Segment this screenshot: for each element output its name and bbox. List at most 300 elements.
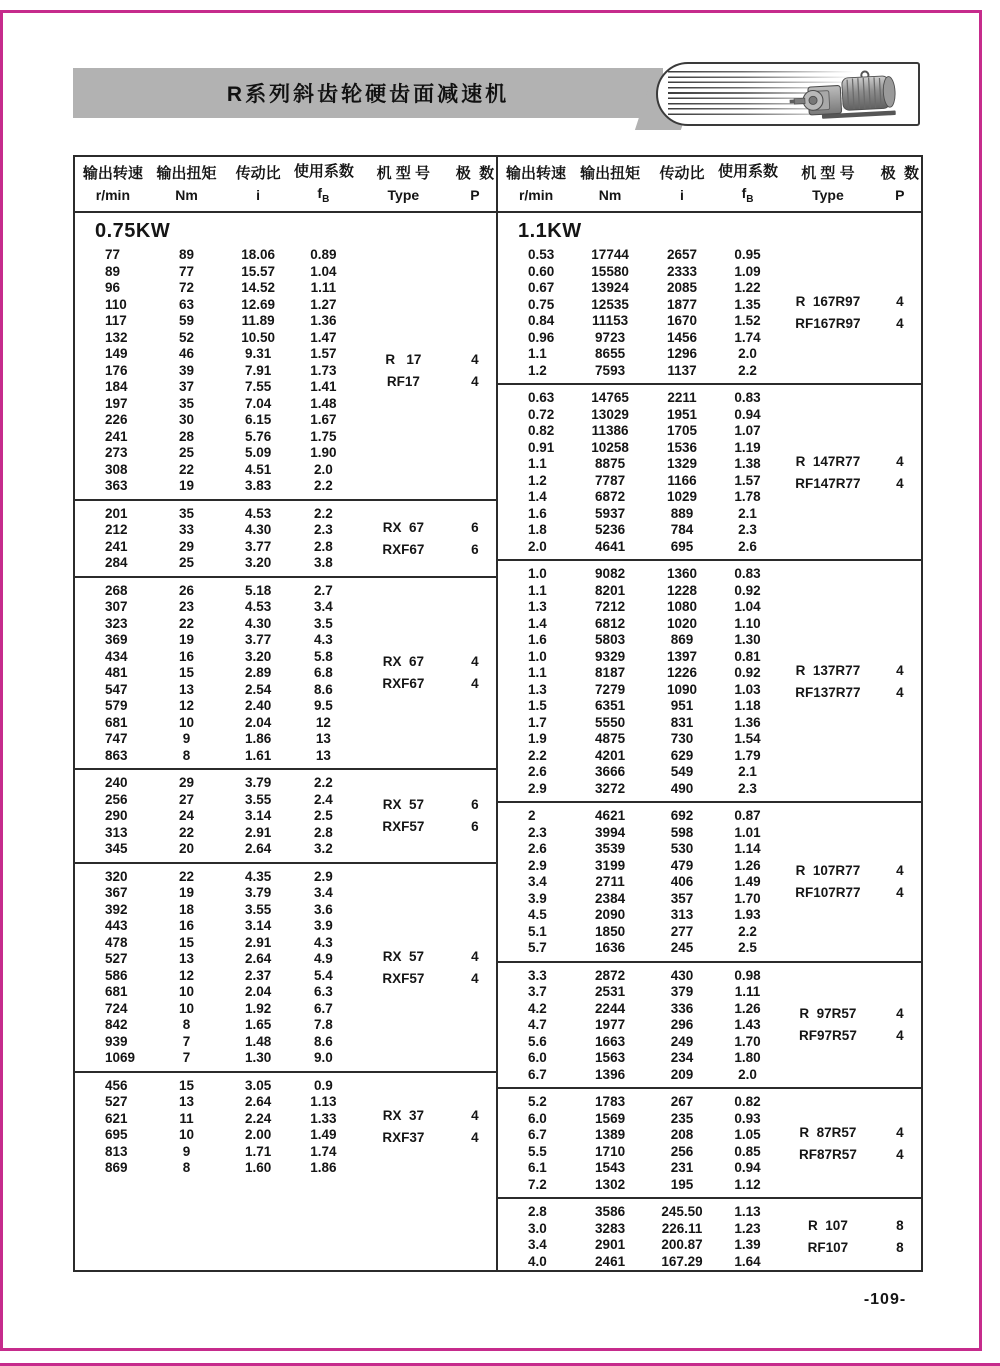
cell-fb: 5.8 (313, 648, 333, 664)
cell-torque: 1569 (595, 1110, 626, 1126)
model-type-block (353, 1105, 496, 1149)
cell-fb: 2.2 (313, 775, 333, 790)
cell-speed: 0.82 (528, 423, 555, 438)
table-row (75, 1050, 496, 1067)
cell-torque: 16 (179, 648, 195, 664)
cell-torque: 1783 (595, 1094, 626, 1109)
model-type-line (353, 651, 496, 673)
table-row (75, 869, 496, 886)
cell-fb: 2.1 (738, 505, 757, 521)
group-rows (75, 506, 496, 572)
cell-ratio: 2.24 (244, 1110, 272, 1126)
cell-torque: 13924 (591, 280, 629, 295)
cell-fb: 1.14 (734, 841, 761, 856)
pole-count: 4 (896, 885, 904, 901)
cell-ratio: 10.50 (241, 329, 275, 345)
header-cn-label: 机 型 号 (376, 164, 431, 182)
cell-torque: 13 (179, 951, 195, 966)
cell-ratio: 1029 (666, 489, 697, 504)
cell-ratio: 7.91 (244, 362, 272, 378)
cell-ratio: 3.77 (244, 538, 272, 554)
cell-speed: 96 (105, 280, 121, 295)
cell-torque: 52 (179, 329, 195, 345)
cell-speed: 0.60 (528, 263, 555, 279)
cell-torque: 26 (179, 582, 195, 598)
cell-ratio: 2.00 (244, 1127, 272, 1142)
table-row (75, 297, 496, 314)
model-type: RF107R77 (795, 885, 861, 901)
cell-torque: 29 (179, 538, 195, 554)
pole-count: 4 (471, 1130, 479, 1145)
cell-torque: 12 (179, 698, 195, 713)
header-cell-2 (222, 163, 294, 205)
cell-torque: 28 (179, 428, 195, 444)
cell-ratio: 3.20 (244, 648, 272, 664)
cell-speed: 6.7 (528, 1066, 547, 1082)
pole-count: 6 (471, 797, 479, 813)
table-row (75, 698, 496, 715)
cell-torque: 7 (182, 1050, 191, 1065)
power-section-label: 1.1KW (518, 220, 582, 242)
cell-ratio: 2211 (667, 390, 697, 405)
group-rows (75, 775, 496, 858)
table-row (498, 247, 921, 264)
cell-speed: 89 (105, 263, 121, 279)
table-row (75, 715, 496, 732)
cell-torque: 13 (179, 681, 195, 697)
table-row (498, 632, 921, 649)
cell-ratio: 1456 (666, 329, 697, 345)
cell-torque: 6351 (595, 698, 626, 713)
cell-ratio: 1.92 (244, 1000, 272, 1016)
cell-torque: 30 (179, 412, 195, 427)
cell-ratio: 1536 (666, 439, 697, 455)
cell-torque: 2901 (595, 1237, 626, 1252)
table-row (498, 748, 921, 765)
table-row (498, 264, 921, 281)
cell-torque: 24 (179, 808, 195, 823)
cell-fb: 2.9 (313, 868, 333, 884)
header-graphic (656, 62, 920, 126)
cell-torque: 19 (179, 885, 195, 900)
header-unit-label: Nm (598, 186, 622, 203)
header-cn-label: 输出扭矩 (580, 164, 641, 182)
cell-ratio: 5.76 (244, 428, 272, 444)
model-type-line (353, 1127, 496, 1149)
cell-ratio: 14.52 (241, 280, 275, 295)
cell-ratio: 245 (670, 940, 694, 955)
header-cell-4 (777, 163, 879, 205)
cell-torque: 37 (179, 379, 195, 394)
cell-ratio: 4.51 (244, 461, 272, 477)
table-row (75, 731, 496, 748)
cell-fb: 1.07 (734, 423, 761, 438)
cell-speed: 2.9 (528, 780, 547, 796)
cell-torque: 9723 (595, 329, 626, 345)
cell-speed: 1.9 (528, 731, 547, 746)
table-row (75, 583, 496, 600)
cell-fb: 1.23 (734, 1220, 761, 1236)
cell-torque: 10 (179, 714, 195, 730)
cell-fb: 1.03 (734, 681, 761, 697)
cell-fb: 1.52 (734, 313, 761, 328)
pole-count: 4 (896, 453, 904, 469)
cell-ratio: 3.14 (244, 918, 272, 933)
model-type-line (777, 1144, 921, 1166)
cell-speed: 2.0 (528, 538, 547, 554)
model-type-block (777, 451, 921, 495)
header-cell-1 (151, 163, 223, 205)
table-row (498, 423, 921, 440)
cell-torque: 1543 (595, 1160, 626, 1175)
cell-speed: 1.0 (528, 566, 547, 581)
cell-ratio: 2333 (666, 263, 697, 279)
pole-count: 4 (896, 1028, 904, 1044)
cell-ratio: 7.55 (244, 379, 272, 394)
cell-ratio: 2.54 (244, 681, 272, 697)
cell-torque: 63 (179, 296, 195, 312)
model-group (75, 768, 496, 862)
cell-speed: 3.4 (528, 1237, 547, 1252)
cell-torque: 13 (179, 1094, 195, 1109)
cell-fb: 1.30 (734, 632, 761, 647)
cell-speed: 2 (528, 808, 536, 823)
model-type: R 17 (385, 351, 422, 367)
cell-ratio: 1.71 (244, 1143, 272, 1159)
table-row (498, 363, 921, 380)
cell-speed: 1.1 (528, 456, 547, 471)
cell-torque: 10 (179, 1000, 195, 1016)
cell-speed: 4.0 (528, 1253, 547, 1269)
model-group (75, 862, 496, 1071)
table-row (498, 1094, 921, 1111)
cell-speed: 7.2 (528, 1176, 547, 1192)
model-group (498, 213, 921, 383)
model-type: RXF57 (382, 819, 425, 835)
table-row (498, 841, 921, 858)
cell-speed: 363 (105, 478, 128, 493)
cell-speed: 1.8 (528, 522, 547, 537)
cell-speed: 284 (105, 555, 128, 570)
cell-torque: 18 (179, 901, 195, 917)
cell-speed: 813 (105, 1143, 128, 1159)
cell-torque: 5236 (595, 522, 626, 537)
header-cell-0 (75, 163, 151, 205)
cell-ratio: 3.83 (244, 478, 272, 493)
cell-fb: 7.8 (313, 1017, 333, 1032)
cell-fb: 1.49 (310, 1127, 337, 1142)
pole-count: 4 (896, 863, 904, 879)
cell-fb: 0.83 (734, 390, 761, 405)
model-type-line (353, 673, 496, 695)
table-row (498, 1050, 921, 1067)
cell-speed: 2.9 (528, 857, 547, 873)
cell-torque: 1302 (595, 1176, 626, 1192)
cell-fb: 0.93 (734, 1110, 761, 1126)
cell-ratio: 1226 (666, 665, 697, 680)
cell-speed: 4.2 (528, 1000, 547, 1016)
cell-fb: 0.9 (313, 1077, 333, 1093)
pole-count: 8 (896, 1218, 904, 1233)
cell-fb: 1.36 (734, 714, 761, 730)
cell-speed: 1.4 (528, 489, 547, 504)
cell-speed: 268 (105, 582, 128, 598)
cell-speed: 0.53 (528, 247, 555, 262)
model-group (75, 1071, 496, 1271)
cell-ratio: 951 (670, 698, 694, 713)
model-type: RXF37 (382, 1130, 425, 1145)
cell-fb: 5.4 (313, 967, 333, 983)
cell-fb: 6.8 (313, 665, 333, 680)
cell-ratio: 12.69 (241, 296, 275, 312)
cell-ratio: 11.89 (241, 313, 275, 328)
table-header-row (75, 157, 921, 213)
model-type-line (777, 860, 921, 882)
model-type-block (777, 860, 921, 904)
cell-fb: 3.8 (313, 555, 333, 570)
cell-fb: 2.3 (313, 522, 333, 537)
cell-torque: 5937 (595, 505, 626, 521)
header-cn-label: 使用系数 (717, 162, 778, 180)
table-row (75, 313, 496, 330)
cell-speed: 5.5 (528, 1143, 547, 1159)
cell-ratio: 2.89 (244, 665, 272, 680)
model-type-line (353, 968, 496, 990)
cell-speed: 3.7 (528, 984, 547, 999)
cell-ratio: 2.04 (244, 984, 272, 999)
cell-ratio: 167.29 (661, 1253, 703, 1269)
model-type: R 167R97 (795, 294, 861, 309)
cell-torque: 8 (182, 747, 191, 763)
cell-torque: 46 (179, 346, 195, 361)
header-unit-label: i (680, 186, 684, 203)
cell-fb: 1.13 (734, 1204, 761, 1219)
cell-speed: 77 (105, 247, 121, 262)
cell-torque: 7 (182, 1033, 191, 1049)
model-type-line (353, 1105, 496, 1127)
cell-fb: 1.01 (734, 824, 761, 840)
cell-speed: 4.5 (528, 907, 547, 922)
cell-torque: 10 (179, 984, 195, 999)
cell-speed: 392 (105, 901, 128, 917)
cell-fb: 2.2 (738, 923, 757, 939)
cell-speed: 724 (105, 1000, 128, 1016)
table-row (75, 1017, 496, 1034)
model-type-line (777, 291, 921, 313)
cell-ratio: 2657 (666, 247, 697, 262)
pole-count: 6 (471, 541, 479, 557)
cell-torque: 12535 (591, 296, 629, 312)
cell-torque: 89 (179, 247, 195, 262)
cell-ratio: 245.50 (661, 1204, 703, 1219)
cell-ratio: 2085 (666, 280, 697, 295)
model-type: R 107 (808, 1218, 848, 1233)
header-cn-label: 极 数 (455, 164, 495, 182)
model-type-line (777, 682, 921, 704)
cell-fb: 1.54 (734, 731, 761, 746)
cell-ratio: 3.79 (244, 885, 272, 900)
cell-fb: 1.11 (734, 984, 761, 999)
cell-ratio: 5.09 (244, 445, 272, 460)
cell-torque: 77 (179, 263, 195, 279)
model-type-line (777, 451, 921, 473)
cell-torque: 17744 (591, 247, 629, 262)
cell-fb: 2.6 (738, 538, 757, 554)
cell-speed: 0.72 (528, 406, 555, 422)
cell-speed: 5.6 (528, 1033, 547, 1049)
cell-torque: 5803 (595, 632, 626, 647)
cell-speed: 939 (105, 1033, 128, 1049)
cell-fb: 1.36 (310, 313, 337, 328)
header-unit-subscript: B (746, 193, 754, 205)
pole-count: 4 (471, 970, 479, 986)
cell-speed: 4.7 (528, 1017, 547, 1032)
cell-torque: 8187 (595, 665, 626, 680)
cell-torque: 29 (179, 775, 195, 790)
header-unit-label: r/min (95, 186, 130, 203)
cell-torque: 39 (179, 362, 195, 378)
cell-speed: 1069 (105, 1050, 136, 1065)
cell-ratio: 889 (670, 505, 694, 521)
pole-count: 6 (471, 819, 479, 835)
cell-torque: 9082 (595, 566, 626, 581)
cell-ratio: 256 (670, 1143, 694, 1159)
header-cn-label: 使用系数 (293, 162, 354, 180)
page-number: -109- (863, 1291, 907, 1308)
model-group (75, 213, 496, 499)
cell-speed: 5.1 (528, 923, 547, 939)
cell-speed: 443 (105, 918, 128, 933)
model-type: RX 57 (382, 948, 425, 964)
cell-torque: 35 (179, 395, 195, 411)
header-unit-label: $f_B$ (741, 184, 754, 205)
cell-ratio: 784 (670, 522, 694, 537)
cell-torque: 25 (179, 445, 195, 460)
cell-speed: 1.4 (528, 615, 547, 631)
header-cell-5 (454, 163, 496, 205)
cell-torque: 12 (179, 967, 195, 983)
cell-speed: 0.63 (528, 390, 555, 405)
cell-fb: 1.74 (310, 1143, 337, 1159)
cell-torque: 4621 (595, 808, 626, 823)
cell-fb: 1.39 (734, 1237, 761, 1252)
cell-torque: 8 (182, 1160, 191, 1175)
cell-speed: 320 (105, 868, 128, 884)
cell-torque: 4875 (595, 731, 626, 746)
cell-fb: 2.8 (313, 824, 333, 840)
cell-torque: 59 (179, 313, 195, 328)
cell-ratio: 1166 (667, 472, 697, 488)
cell-speed: 1.3 (528, 599, 547, 614)
header-cn-label: 极 数 (880, 164, 919, 182)
group-rows (75, 1078, 496, 1177)
cell-torque: 1563 (595, 1050, 626, 1065)
pole-count: 4 (896, 1146, 904, 1162)
cell-fb: 0.83 (734, 566, 761, 581)
cell-torque: 22 (179, 461, 195, 477)
cell-fb: 8.6 (313, 1033, 333, 1049)
cell-fb: 2.3 (738, 522, 757, 537)
cell-torque: 33 (179, 522, 195, 537)
cell-speed: 1.6 (528, 632, 547, 647)
cell-speed: 481 (105, 665, 128, 680)
model-type: R 97R57 (799, 1006, 857, 1022)
cell-speed: 695 (105, 1127, 128, 1142)
cell-ratio: 1.86 (244, 731, 272, 746)
table-row (75, 841, 496, 858)
cell-speed: 1.2 (528, 362, 547, 378)
cell-torque: 35 (179, 505, 195, 521)
cell-ratio: 1670 (666, 313, 697, 328)
cell-ratio: 730 (670, 731, 694, 746)
cell-speed: 256 (105, 791, 128, 807)
model-type-line (353, 517, 496, 539)
cell-ratio: 6.15 (244, 412, 272, 427)
cell-ratio: 313 (670, 907, 694, 922)
model-type: R 147R77 (795, 453, 861, 469)
cell-speed: 527 (105, 1094, 128, 1109)
model-group (75, 576, 496, 769)
model-type-line (777, 1122, 921, 1144)
cell-torque: 3283 (595, 1220, 626, 1236)
cell-ratio: 1020 (666, 615, 697, 631)
cell-speed: 478 (105, 934, 128, 950)
cell-fb: 0.87 (734, 808, 761, 823)
pole-count: 4 (471, 948, 479, 964)
cell-torque: 7787 (595, 472, 626, 488)
model-group (498, 383, 921, 559)
cell-torque: 1396 (595, 1066, 626, 1082)
header-cell-2 (646, 163, 718, 205)
model-type: R 137R77 (795, 662, 861, 678)
cell-speed: 747 (105, 731, 128, 746)
cell-fb: 1.93 (734, 907, 761, 922)
header-unit-label: Nm (175, 186, 198, 203)
cell-fb: 1.67 (310, 412, 337, 427)
cell-fb: 1.64 (734, 1253, 761, 1269)
table-row (75, 599, 496, 616)
cell-fb: 1.80 (734, 1050, 761, 1065)
model-type: RX 57 (382, 797, 425, 813)
cell-ratio: 4.53 (244, 505, 272, 521)
cell-fb: 1.38 (734, 456, 761, 471)
pole-count: 4 (471, 654, 479, 670)
cell-fb: 2.0 (313, 461, 333, 477)
cell-speed: 1.2 (528, 472, 547, 488)
table-row (75, 264, 496, 281)
cell-speed: 0.67 (528, 280, 555, 295)
cell-fb: 2.0 (738, 1066, 757, 1082)
cell-speed: 863 (105, 747, 128, 763)
cell-fb: 6.3 (313, 984, 333, 999)
cell-torque: 11 (179, 1110, 194, 1126)
cell-fb: 1.75 (310, 428, 337, 444)
cell-torque: 15 (179, 1077, 195, 1093)
table-row (498, 390, 921, 407)
table-row (498, 566, 921, 583)
table-row (498, 1067, 921, 1084)
cell-torque: 1850 (595, 923, 626, 939)
cell-speed: 1.6 (528, 505, 547, 521)
cell-fb: 1.35 (734, 296, 761, 312)
cell-torque: 27 (179, 791, 195, 807)
cell-speed: 456 (105, 1077, 128, 1093)
cell-ratio: 379 (670, 984, 694, 999)
cell-speed: 869 (105, 1160, 128, 1175)
cell-fb: 1.13 (310, 1094, 337, 1109)
cell-speed: 1.7 (528, 714, 547, 730)
model-type-line (777, 473, 921, 495)
